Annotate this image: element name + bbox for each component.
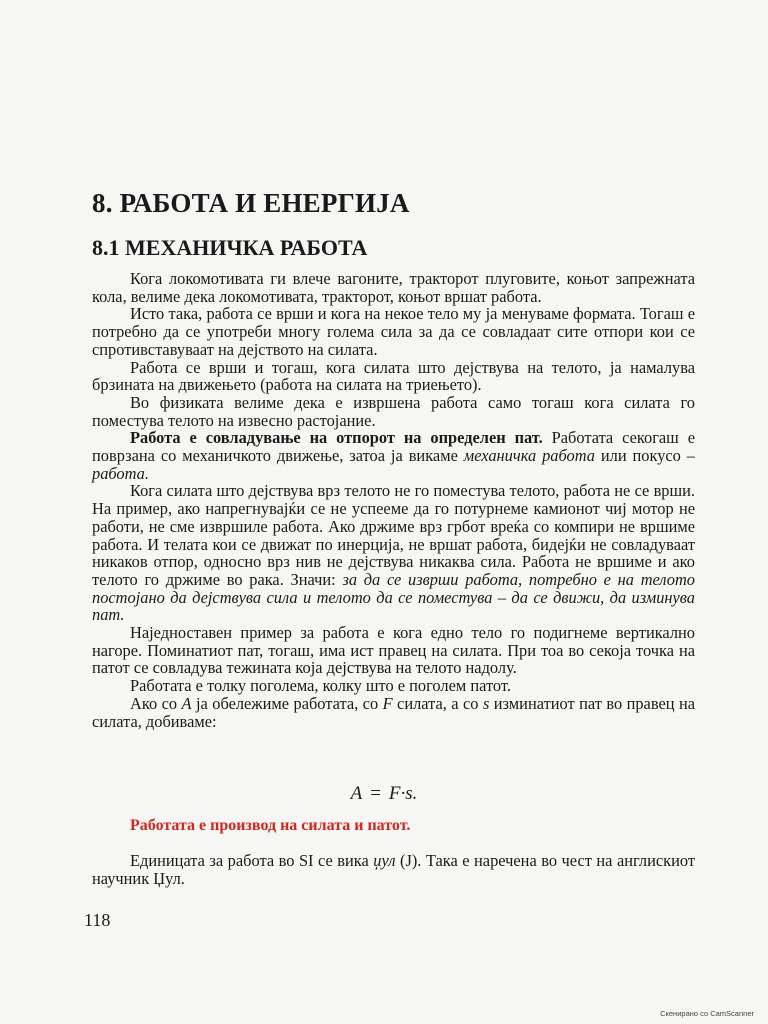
body-text: [92, 270, 695, 730]
paragraph: Исто така, работа се врши и кога на некое тело му ја менуваме формата. Тогаш е потребно да се употреби многу голема сила за да се совладаат сите отпори кои се спротивставуваат на дејството на силата.: [92, 304, 695, 359]
paragraph: Наједноставен пример за работа е кога едно тело го подигнеме вертикално нагоре. Поминатиот пат, тогаш, има ист правец на силата. При тоа во секоја точка на патот се совладува тежината која дејствува на телото надолу.: [92, 623, 695, 678]
paragraph: Во физиката велиме дека е извршена работа само тогаш кога силата го поместува телото на извесно растојание.: [92, 392, 695, 430]
paragraph-conclusion: [92, 482, 695, 624]
unit-joule-italic: џул: [373, 851, 396, 870]
unit-paragraph: [92, 852, 695, 888]
paragraph-text: силата, а со: [392, 693, 483, 713]
paragraph: Работата е толку поголема, колку што е поголем патот.: [130, 676, 511, 696]
paragraph-text: Единицата за работа во SI се вика: [130, 851, 374, 870]
paragraph: Работа се врши и тогаш, кога силата што дејствува на телото, ја намалува брзината на движењето (работа на силата на триењето).: [92, 357, 695, 395]
scanner-watermark: Скенирано со CamScanner: [660, 1009, 754, 1018]
paragraph: Кога локомотивата ги влече вагоните, тракторот плуговите, коњот запрежната кола, велиме дека локомотивата, тракторот, коњот вршат работа.: [92, 269, 695, 306]
paragraph-text: изминатиот пат во правец на силата, добиваме:: [92, 693, 696, 731]
symbol-s: s: [482, 693, 490, 713]
page-number: 118: [84, 910, 111, 930]
paragraph-text: (J). Така е наречена во чест на англискиот научник Џул.: [92, 851, 696, 888]
paragraph-text: Кога силата што дејствува врз телото не го поместува телото, работа не се врши. На пример, ако напрегнувајќи се не успееме да го потурнеме камионот чиј мотор не работи, не сме извршиле работа. Ако држиме врз грбот вреќа со компири не вршиме работа. И телата кои се движат по инерција, не вршат работа, бидејќи не совладуваат никаков отпор, односно врз нив не дејствува никаква сила. Работа не вршиме и ако телото го држиме во рака. Значи:: [92, 481, 695, 589]
term-work: работа.: [92, 463, 149, 483]
symbol-A: A: [181, 693, 192, 713]
work-formula: [0, 783, 768, 805]
definition-text-2: или покусо –: [594, 446, 696, 466]
definition-text: Работата секогаш е поврзана со механичкото движење, затоа ја викаме: [92, 428, 695, 466]
paragraph: [92, 852, 695, 888]
formula-rhs: F·s.: [388, 783, 418, 804]
paragraph-text: ја обележиме работата, со: [191, 693, 383, 713]
definition-bold: Работа е совладување на отпорот на определен пат.: [130, 428, 543, 448]
conclusion-italic: за да се изврши работа, потребно е на телото постојано да дејствува сила и телото да се поместува – да се движи, да изминува пат.: [92, 569, 695, 625]
paragraph-text: Ако со: [130, 693, 182, 713]
paragraph-symbols: [92, 695, 695, 730]
highlighted-rule: Работата е производ на силата и патот.: [130, 817, 411, 834]
term-mechanical-work: механичка работа: [463, 446, 595, 466]
paragraph-definition: [92, 429, 695, 482]
symbol-F: F: [382, 693, 393, 713]
section-title: 8.1 МЕХАНИЧКА РАБОТА: [92, 235, 368, 260]
formula-lhs: A: [350, 783, 363, 804]
formula-equals: =: [370, 783, 381, 804]
chapter-title: 8. РАБОТА И ЕНЕРГИЈА: [92, 188, 410, 218]
